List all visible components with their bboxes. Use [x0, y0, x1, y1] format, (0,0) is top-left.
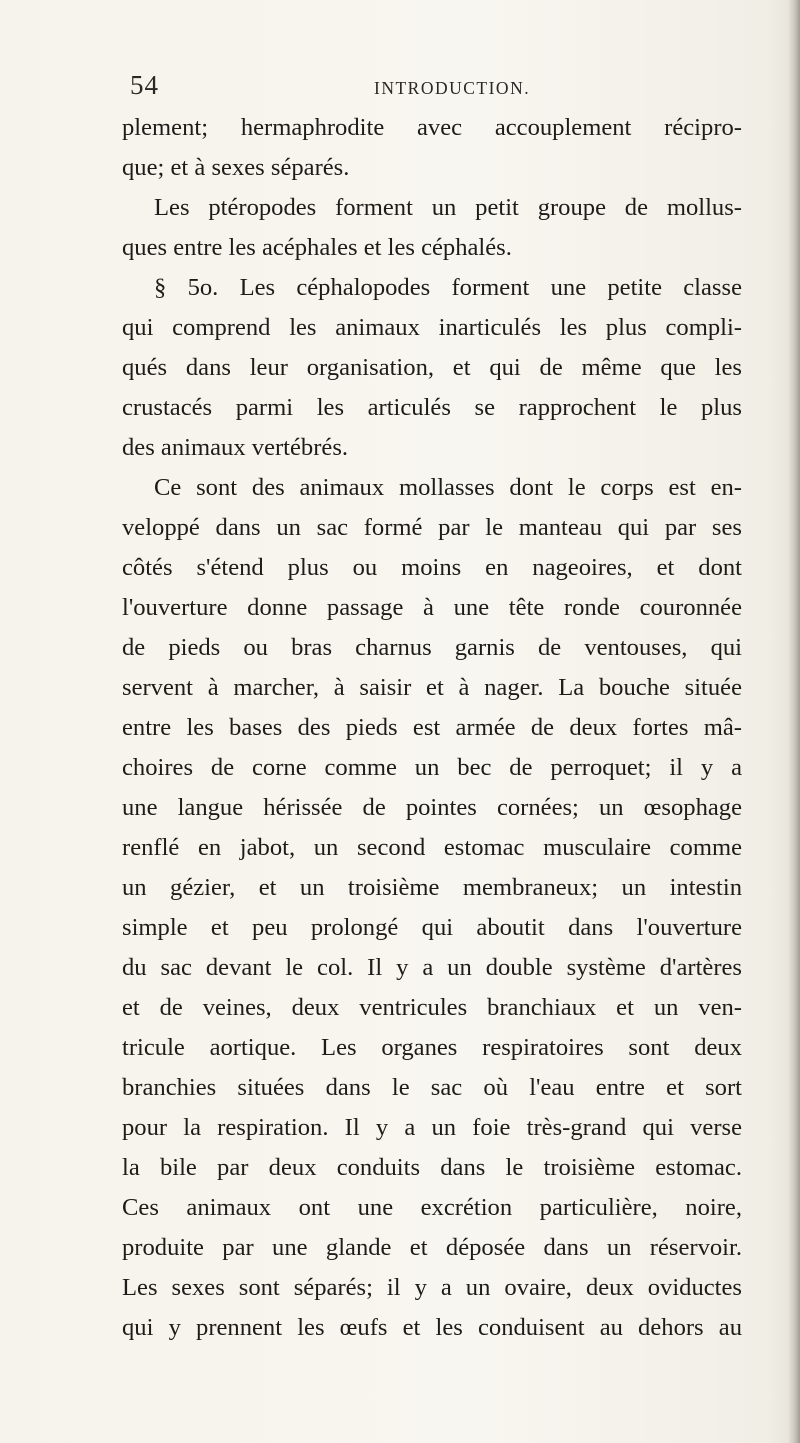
text-line: tricule aortique. Les organes respiratoires sont deux — [122, 1034, 742, 1061]
text-line: ques entre les acéphales et les céphalés. — [122, 234, 512, 261]
text-line: que; et à sexes séparés. — [122, 154, 350, 181]
text-line: qui y prennent les œufs et les conduisent au dehors au — [122, 1314, 742, 1341]
text-line: choires de corne comme un bec de perroquet; il y a — [122, 754, 742, 781]
text-line: § 5o. Les céphalopodes forment une petite classe — [154, 274, 742, 301]
text-line: Les ptéropodes forment un petit groupe de mollus- — [154, 194, 742, 221]
text-line: du sac devant le col. Il y a un double système d'artères — [122, 954, 742, 981]
text-line: renflé en jabot, un second estomac musculaire comme — [122, 834, 742, 861]
text-line: entre les bases des pieds est armée de deux fortes mâ- — [122, 714, 742, 741]
page-edge-shadow — [788, 0, 800, 1443]
text-line: pour la respiration. Il y a un foie très-grand qui verse — [122, 1114, 742, 1141]
text-line: Les sexes sont séparés; il y a un ovaire, deux oviductes — [122, 1274, 742, 1301]
text-line: et de veines, deux ventricules branchiaux et un ven- — [122, 994, 742, 1021]
text-line: Ce sont des animaux mollasses dont le corps est en- — [154, 474, 742, 501]
text-line: veloppé dans un sac formé par le manteau qui par ses — [122, 514, 742, 541]
running-head: INTRODUCTION. — [374, 78, 531, 98]
page-header — [120, 70, 680, 106]
text-line: la bile par deux conduits dans le troisième estomac. — [122, 1154, 742, 1181]
body-text — [122, 108, 742, 1348]
text-line: qui comprend les animaux inarticulés les plus compli- — [122, 314, 742, 341]
text-line: côtés s'étend plus ou moins en nageoires, et dont — [122, 554, 742, 581]
text-line: un gézier, et un troisième membraneux; un intestin — [122, 874, 742, 901]
page-number: 54 — [130, 70, 159, 100]
text-line: crustacés parmi les articulés se rapprochent le plus — [122, 394, 742, 421]
text-line: une langue hérissée de pointes cornées; un œsophage — [122, 794, 742, 821]
text-line: de pieds ou bras charnus garnis de ventouses, qui — [122, 634, 742, 661]
text-line: produite par une glande et déposée dans un réservoir. — [122, 1234, 742, 1261]
text-line: l'ouverture donne passage à une tête ronde couronnée — [122, 594, 742, 621]
text-line: plement; hermaphrodite avec accouplement récipro- — [122, 114, 742, 141]
text-line: des animaux vertébrés. — [122, 434, 349, 461]
text-line: qués dans leur organisation, et qui de même que les — [122, 354, 742, 381]
text-line: Ces animaux ont une excrétion particulière, noire, — [122, 1194, 742, 1221]
text-line: simple et peu prolongé qui aboutit dans l'ouverture — [122, 914, 742, 941]
text-line: servent à marcher, à saisir et à nager. La bouche située — [122, 674, 742, 701]
text-line: branchies situées dans le sac où l'eau entre et sort — [122, 1074, 742, 1101]
